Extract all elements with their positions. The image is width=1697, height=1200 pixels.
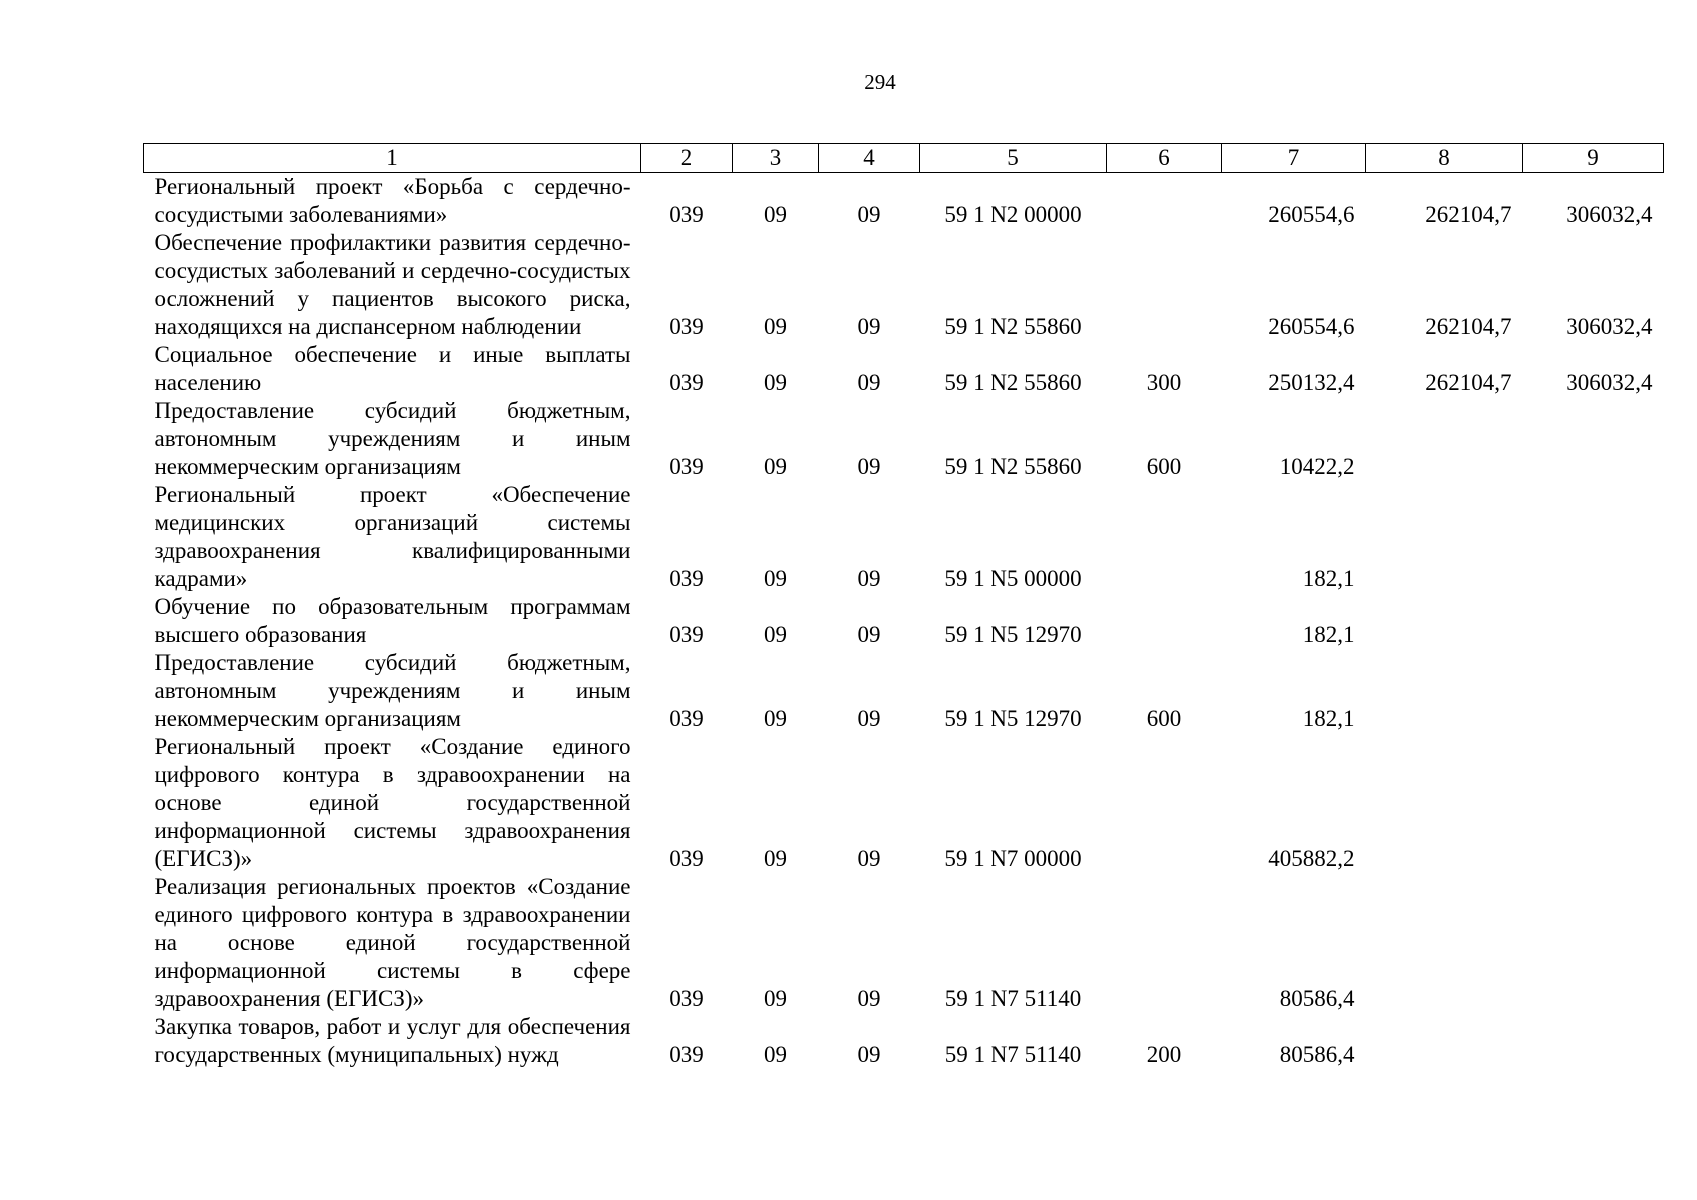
amount-col-8-cell: 262104,7 [1425,314,1512,339]
amount-col-9-cell: 306032,4 [1566,370,1653,395]
amount-col-9-cell: 306032,4 [1566,314,1653,339]
header-cell-col-7: 7 [1222,144,1366,173]
amount-col-9-cell [1523,733,1664,873]
header-cell-col-9: 9 [1523,144,1664,173]
expense-type-cell [1107,173,1222,230]
grbs-cell: 039 [669,1042,704,1067]
expense-type-cell [1107,873,1222,1013]
table-row [144,397,1664,481]
expense-type-cell: 600 [1146,706,1182,731]
table-row [144,593,1664,649]
target-article-cell: 59 1 N7 00000 [944,846,1082,871]
page-number: 294 [864,70,896,94]
subsection-cell: 09 [857,314,881,339]
section-cell: 09 [764,846,787,871]
subsection-cell: 09 [857,1042,881,1067]
section-cell: 09 [764,622,787,647]
subsection-cell: 09 [857,622,881,647]
expense-type-cell [1107,733,1222,873]
grbs-cell: 039 [669,566,704,591]
table-row [144,649,1664,733]
amount-col-7-cell: 182,1 [1302,706,1355,731]
target-article-cell: 59 1 N2 55860 [944,314,1082,339]
grbs-cell: 039 [669,846,704,871]
table-row [144,341,1664,397]
table-row [144,1013,1664,1069]
header-cell-col-4: 4 [819,144,920,173]
amount-col-8-cell [1366,593,1523,649]
expense-type-cell [1107,593,1222,649]
section-cell: 09 [764,454,787,479]
amount-col-8-cell [1366,733,1523,873]
amount-col-7-cell: 260554,6 [1268,314,1355,339]
amount-col-8-cell [1366,649,1523,733]
target-article-cell: 59 1 N5 00000 [944,566,1082,591]
row-name-cell: Региональный проект «Обеспечение медицинских организаций системы здравоохранения квалифицированными кадрами» [154,482,631,591]
target-article-cell: 59 1 N2 00000 [944,202,1082,227]
section-cell: 09 [764,1042,787,1067]
amount-col-8-cell [1366,873,1523,1013]
amount-col-7-cell: 80586,4 [1279,986,1355,1011]
table-header [144,144,1664,173]
amount-col-7-cell: 182,1 [1302,622,1355,647]
header-cell-col-2: 2 [641,144,733,173]
expense-type-cell [1107,229,1222,341]
target-article-cell: 59 1 N7 51140 [944,986,1082,1011]
header-row [144,144,1664,173]
subsection-cell: 09 [857,566,881,591]
row-name-cell: Предоставление субсидий бюджетным, автономным учреждениям и иным некоммерческим организациям [154,398,631,479]
row-name-cell: Региональный проект «Борьба с сердечно-сосудистыми заболеваниями» [154,174,631,227]
amount-col-9-cell [1523,1013,1664,1069]
header-cell-col-6: 6 [1107,144,1222,173]
section-cell: 09 [764,202,787,227]
amount-col-7-cell: 80586,4 [1279,1042,1355,1067]
row-name-cell: Региональный проект «Создание единого цифрового контура в здравоохранении на основе единой государственной информационной системы здравоохранения (ЕГИСЗ)» [154,734,631,871]
grbs-cell: 039 [669,370,704,395]
subsection-cell: 09 [857,706,881,731]
subsection-cell: 09 [857,454,881,479]
grbs-cell: 039 [669,706,704,731]
section-cell: 09 [764,370,787,395]
amount-col-9-cell [1523,873,1664,1013]
subsection-cell: 09 [857,986,881,1011]
subsection-cell: 09 [857,202,881,227]
subsection-cell: 09 [857,846,881,871]
table-body [144,173,1664,1070]
expense-type-cell: 600 [1146,454,1182,479]
amount-col-8-cell [1366,481,1523,593]
target-article-cell: 59 1 N2 55860 [944,370,1082,395]
amount-col-9-cell [1523,397,1664,481]
expense-type-cell: 300 [1146,370,1182,395]
amount-col-9-cell [1523,649,1664,733]
row-name-cell: Закупка товаров, работ и услуг для обеспечения государственных (муниципальных) нужд [154,1014,631,1067]
row-name-cell: Обучение по образовательным программам высшего образования [154,594,631,647]
row-name-cell: Реализация региональных проектов «Создание единого цифрового контура в здравоохранении на основе единой государственной информационной системы в сфере здравоохранения (ЕГИСЗ)» [154,874,631,1011]
target-article-cell: 59 1 N5 12970 [944,706,1082,731]
amount-col-7-cell: 10422,2 [1279,454,1355,479]
section-cell: 09 [764,706,787,731]
section-cell: 09 [764,314,787,339]
header-cell-col-1: 1 [144,144,641,173]
grbs-cell: 039 [669,202,704,227]
table-row [144,229,1664,341]
amount-col-9-cell: 306032,4 [1566,202,1653,227]
header-cell-col-3: 3 [733,144,819,173]
table-row [144,173,1664,230]
header-cell-col-5: 5 [920,144,1107,173]
amount-col-8-cell: 262104,7 [1425,370,1512,395]
subsection-cell: 09 [857,370,881,395]
grbs-cell: 039 [669,986,704,1011]
expense-type-cell [1107,481,1222,593]
grbs-cell: 039 [669,454,704,479]
amount-col-7-cell: 182,1 [1302,566,1355,591]
row-name-cell: Социальное обеспечение и иные выплаты населению [154,342,631,395]
table-row [144,733,1664,873]
target-article-cell: 59 1 N5 12970 [944,622,1082,647]
amount-col-8-cell [1366,397,1523,481]
table-row [144,481,1664,593]
row-name-cell: Предоставление субсидий бюджетным, автономным учреждениям и иным некоммерческим организациям [154,650,631,731]
amount-col-8-cell: 262104,7 [1425,202,1512,227]
expense-type-cell: 200 [1146,1042,1182,1067]
amount-col-8-cell [1366,1013,1523,1069]
grbs-cell: 039 [669,622,704,647]
amount-col-7-cell: 250132,4 [1268,370,1355,395]
amount-col-7-cell: 260554,6 [1268,202,1355,227]
grbs-cell: 039 [669,314,704,339]
budget-table [143,143,1664,1069]
amount-col-9-cell [1523,481,1664,593]
header-cell-col-8: 8 [1366,144,1523,173]
target-article-cell: 59 1 N7 51140 [944,1042,1082,1067]
target-article-cell: 59 1 N2 55860 [944,454,1082,479]
amount-col-9-cell [1523,593,1664,649]
table-row [144,873,1664,1013]
amount-col-7-cell: 405882,2 [1268,846,1355,871]
row-name-cell: Обеспечение профилактики развития сердечно-сосудистых заболеваний и сердечно-сосудистых осложнений у пациентов высокого риска, находящихся на диспансерном наблюдении [154,230,631,339]
section-cell: 09 [764,986,787,1011]
section-cell: 09 [764,566,787,591]
